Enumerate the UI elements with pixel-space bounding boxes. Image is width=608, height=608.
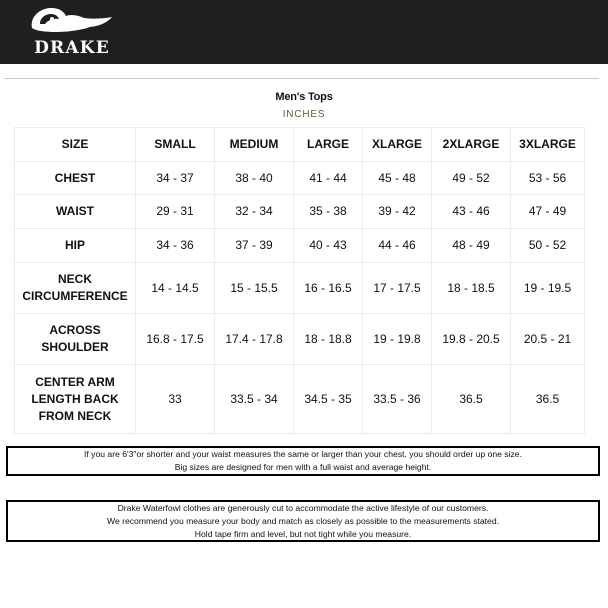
table-row xyxy=(15,229,585,263)
brand-header xyxy=(0,0,608,64)
table-cell: 36.5 xyxy=(432,365,511,434)
table-cell: 43 - 46 xyxy=(432,195,511,229)
table-cell: 17 - 17.5 xyxy=(363,263,432,314)
table-cell: 32 - 34 xyxy=(215,195,294,229)
table-cell: 34 - 36 xyxy=(136,229,215,263)
page-title: Men's Tops xyxy=(275,91,333,103)
table-cell: 14 - 14.5 xyxy=(136,263,215,314)
table-cell: 50 - 52 xyxy=(511,229,585,263)
table-cell: 19.8 - 20.5 xyxy=(432,314,511,365)
table-cell: 38 - 40 xyxy=(215,162,294,195)
duck-head-icon xyxy=(28,6,118,38)
row-label: HIP xyxy=(15,229,136,263)
table-cell: 16.8 - 17.5 xyxy=(136,314,215,365)
table-cell: 34 - 37 xyxy=(136,162,215,195)
row-label: CHEST xyxy=(15,162,136,195)
column-header: 2XLARGE xyxy=(432,128,511,162)
column-header: MEDIUM xyxy=(215,128,294,162)
size-chart-table xyxy=(14,127,585,434)
unit-label: INCHES xyxy=(282,109,326,120)
table-cell: 39 - 42 xyxy=(363,195,432,229)
brand-logo[interactable] xyxy=(22,6,122,60)
table-cell: 33 xyxy=(136,365,215,434)
table-row xyxy=(15,365,585,434)
table-cell: 37 - 39 xyxy=(215,229,294,263)
table-cell: 33.5 - 36 xyxy=(363,365,432,434)
table-cell: 47 - 49 xyxy=(511,195,585,229)
table-cell: 35 - 38 xyxy=(294,195,363,229)
brand-name: DRAKE xyxy=(34,38,110,58)
column-header: 3XLARGE xyxy=(511,128,585,162)
table-row xyxy=(15,195,585,229)
column-header: LARGE xyxy=(294,128,363,162)
column-header: SIZE xyxy=(15,128,136,162)
table-cell: 45 - 48 xyxy=(363,162,432,195)
fit-note-line: If you are 6'3"or shorter and your waist measures the same or larger than your chest, you should order up one size. xyxy=(84,449,522,459)
column-header: SMALL xyxy=(136,128,215,162)
divider xyxy=(4,78,599,79)
row-label: CENTER ARM LENGTH BACK FROM NECK xyxy=(15,365,136,434)
table-cell: 41 - 44 xyxy=(294,162,363,195)
measure-note-line: Drake Waterfowl clothes are generously cut to accommodate the active lifestyle of our customers. xyxy=(117,502,489,513)
table-cell: 16 - 16.5 xyxy=(294,263,363,314)
table-cell: 19 - 19.5 xyxy=(511,263,585,314)
table-cell: 18 - 18.8 xyxy=(294,314,363,365)
table-cell: 48 - 49 xyxy=(432,229,511,263)
table-cell: 20.5 - 21 xyxy=(511,314,585,365)
table-header-row xyxy=(15,128,585,162)
table-cell: 33.5 - 34 xyxy=(215,365,294,434)
table-cell: 19 - 19.8 xyxy=(363,314,432,365)
table-cell: 53 - 56 xyxy=(511,162,585,195)
row-label: NECK CIRCUMFERENCE xyxy=(15,263,136,314)
table-row xyxy=(15,263,585,314)
table-cell: 17.4 - 17.8 xyxy=(215,314,294,365)
measure-note-line: We recommend you measure your body and match as closely as possible to the measurements stated. xyxy=(106,515,499,526)
table-cell: 29 - 31 xyxy=(136,195,215,229)
fit-note-box xyxy=(6,446,600,476)
measure-note-line: Hold tape firm and level, but not tight while you measure. xyxy=(194,528,412,539)
table-cell: 34.5 - 35 xyxy=(294,365,363,434)
table-cell: 15 - 15.5 xyxy=(215,263,294,314)
column-header: XLARGE xyxy=(363,128,432,162)
table-cell: 36.5 xyxy=(511,365,585,434)
table-cell: 40 - 43 xyxy=(294,229,363,263)
row-label: ACROSS SHOULDER xyxy=(15,314,136,365)
table-row xyxy=(15,162,585,195)
table-cell: 49 - 52 xyxy=(432,162,511,195)
measure-note-box xyxy=(6,500,600,542)
table-row xyxy=(15,314,585,365)
table-cell: 18 - 18.5 xyxy=(432,263,511,314)
fit-note-line: Big sizes are designed for men with a full waist and average height. xyxy=(174,462,432,472)
row-label: WAIST xyxy=(15,195,136,229)
table-cell: 44 - 46 xyxy=(363,229,432,263)
